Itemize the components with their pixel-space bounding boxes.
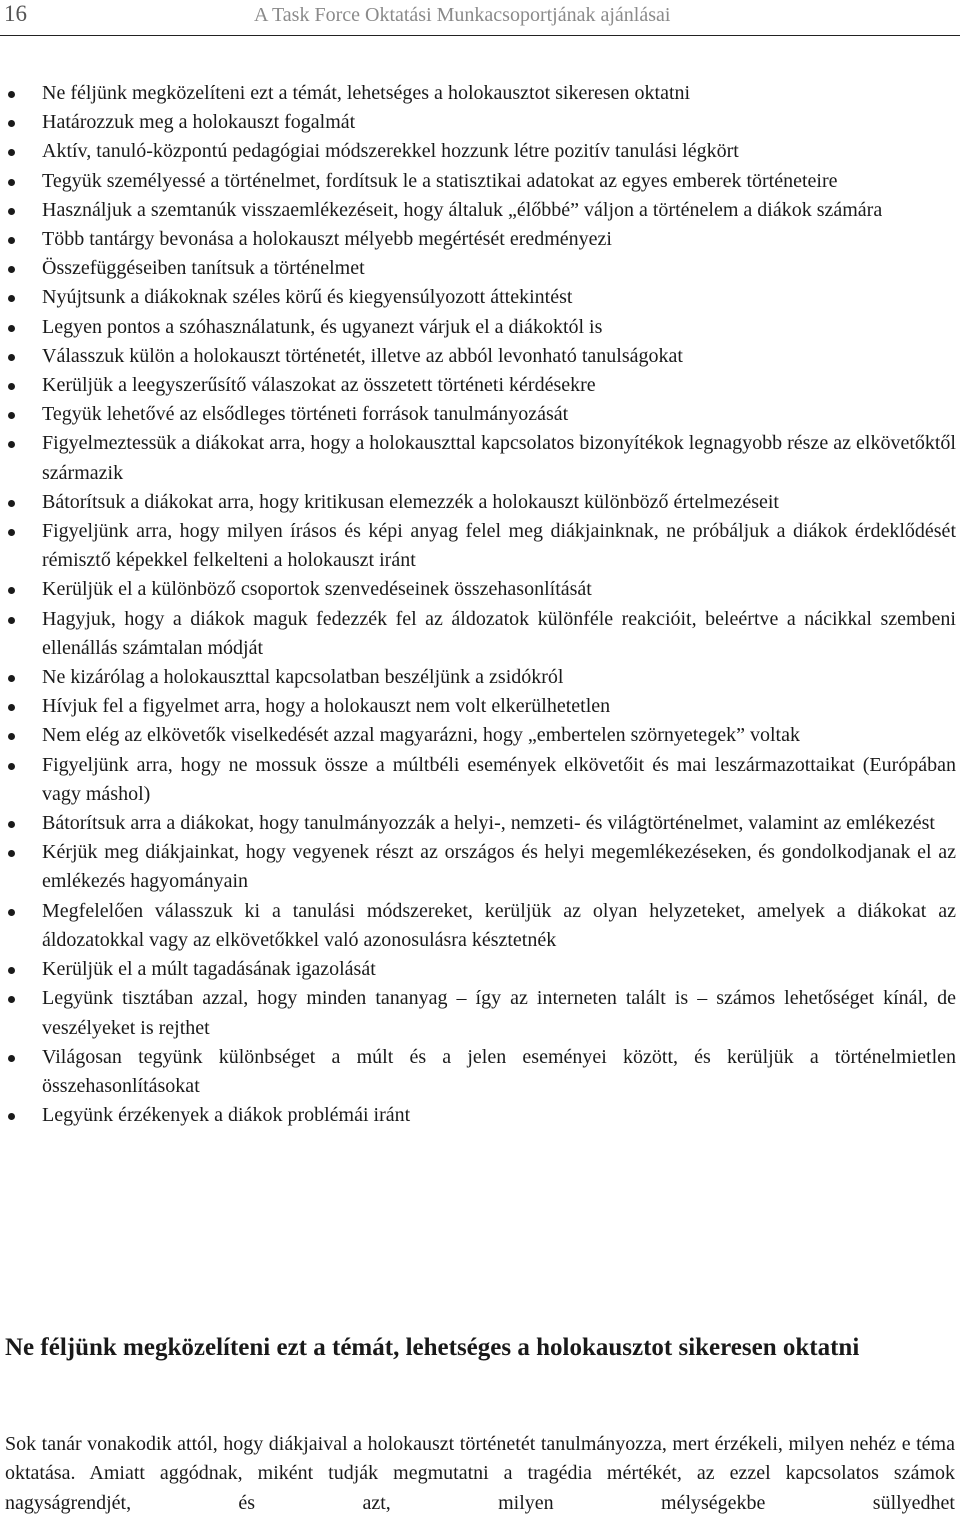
bullet-icon (8, 1113, 15, 1120)
bullet-icon (8, 1055, 15, 1062)
list-item-text: Ne féljünk megközelíteni ezt a témát, lehetséges a holokausztot sikeresen oktatni (42, 82, 691, 104)
list-item-text: Megfelelően válasszuk ki a tanulási módszereket, kerüljük az olyan helyzeteket, amelyek a diákokat az áldozatokkal vagy az elkövetőkkel való azonosulásra késztetnék (42, 899, 956, 951)
list-item-text: Hívjuk fel a figyelmet arra, hogy a holokauszt nem volt elkerülhetetlen (42, 695, 611, 718)
bullet-icon (8, 529, 15, 536)
list-item (0, 809, 960, 838)
list-item-text: Figyeljünk arra, hogy milyen írásos és képi anyag felel meg diákjainknak, ne próbáljuk a diákok érdeklődését rémisztő képekkel felkelteni a holokauszt iránt (42, 520, 956, 572)
list-item (0, 79, 960, 108)
bullet-icon (8, 704, 15, 711)
list-item (0, 692, 960, 721)
list-item-text: Hagyjuk, hogy a diákok maguk fedezzék fel az áldozatok különféle reakcióit, beleértve a nácikkal szembeni ellenállás számtalan módját (42, 607, 956, 659)
list-item-text: Használjuk a szemtanúk visszaemlékezéseit, hogy általuk „élőbbé” váljon a történelem a diákok számára (42, 198, 883, 221)
list-item-text: Kerüljük a leegyszerűsítő válaszokat az összetett történeti kérdésekre (42, 374, 596, 397)
running-title: A Task Force Oktatási Munkacsoportjának ajánlásai (254, 4, 671, 26)
list-item-text: Összefüggéseiben tanítsuk a történelmet (42, 257, 365, 280)
list-item (0, 488, 960, 517)
bullet-icon (8, 149, 15, 156)
list-item-text: Bátorítsuk a diákokat arra, hogy kritikusan elemezzék a holokauszt különböző értelmezéseit (42, 490, 779, 513)
list-item-text: Nem elég az elkövetők viselkedését azzal magyarázni, hogy „embertelen szörnyetegek” voltak (42, 724, 800, 747)
bullet-icon (8, 354, 15, 361)
header-rule (0, 35, 960, 36)
list-item (0, 254, 960, 283)
bullet-icon (8, 909, 15, 916)
bullet-icon (8, 850, 15, 857)
bullet-icon (8, 325, 15, 332)
bullet-icon (8, 237, 15, 244)
bullet-icon (8, 295, 15, 302)
list-item-text: Legyünk érzékenyek a diákok problémái iránt (42, 1104, 411, 1127)
bullet-icon (8, 441, 15, 448)
page-header (0, 0, 960, 36)
list-item (0, 225, 960, 254)
bullet-icon (8, 675, 15, 682)
list-item (0, 955, 960, 984)
list-item-text: Kerüljük el a különböző csoportok szenvedéseinek összehasonlítását (42, 578, 592, 601)
list-item (0, 342, 960, 371)
list-item-text: Válasszuk külön a holokauszt történetét, illetve az abból levonható tanulságokat (42, 344, 683, 367)
list-item (0, 838, 960, 896)
list-item-text: Figyeljünk arra, hogy ne mossuk össze a múltbéli események elkövetőit és mai leszármazottaikat (Európában vagy máshol) (42, 753, 956, 805)
list-item (0, 196, 960, 225)
bullet-icon (8, 587, 15, 594)
list-item-text: Figyelmeztessük a diákokat arra, hogy a holokauszttal kapcsolatos bizonyítékok legnagyobb része az elkövetőktől származik (42, 432, 956, 484)
list-item-text: Aktív, tanuló-központú pedagógiai módszerekkel hozzunk létre pozitív tanulási légkört (42, 140, 739, 163)
page-number: 16 (4, 1, 27, 26)
list-item (0, 137, 960, 166)
list-item (0, 663, 960, 692)
list-item (0, 400, 960, 429)
list-item-text: Nyújtsunk a diákoknak széles körű és kiegyensúlyozott áttekintést (42, 286, 573, 309)
bullet-icon (8, 266, 15, 273)
bullet-icon (8, 763, 15, 770)
list-item (0, 897, 960, 955)
bullet-icon (8, 996, 15, 1003)
section-heading: Ne féljünk megközelíteni ezt a témát, lehetséges a holokausztot sikeresen oktatni (5, 1334, 860, 1361)
list-item (0, 721, 960, 750)
list-item (0, 283, 960, 312)
list-item-text: Több tantárgy bevonása a holokauszt mélyebb megértését eredményezi (42, 228, 612, 251)
bullet-icon (8, 500, 15, 507)
list-item (0, 575, 960, 604)
bullet-icon (8, 383, 15, 390)
bullet-icon (8, 120, 15, 127)
bullet-icon (8, 617, 15, 624)
list-item-text: Ne kizárólag a holokauszttal kapcsolatban beszéljünk a zsidókról (42, 666, 564, 689)
list-item-text: Legyünk tisztában azzal, hogy minden tananyag – így az interneten talált is – számos lehetőséget kínál, de veszélyeket is rejthet (42, 987, 956, 1039)
list-item (0, 1043, 960, 1101)
list-item (0, 605, 960, 663)
bullet-icon (8, 821, 15, 828)
list-item (0, 517, 960, 575)
list-item-text: Világosan tegyünk különbséget a múlt és a jelen eseményei között, és kerüljük a történelmietlen összehasonlításokat (42, 1045, 956, 1097)
list-item-text: Tegyük lehetővé az elsődleges történeti források tanulmányozását (42, 403, 569, 426)
list-item-text: Tegyük személyessé a történelmet, fordítsuk le a statisztikai adatokat az egyes emberek történeteire (42, 169, 838, 192)
list-item (0, 371, 960, 400)
list-item-text: Bátorítsuk arra a diákokat, hogy tanulmányozzák a helyi-, nemzeti- és világtörténelmet, valamint az emlékezést (42, 812, 935, 835)
list-item (0, 751, 960, 809)
recommendations-list (0, 79, 960, 1130)
bullet-icon (8, 412, 15, 419)
bullet-icon (8, 179, 15, 186)
bullet-icon (8, 733, 15, 740)
list-item-text: Kerüljük el a múlt tagadásának igazolását (42, 958, 376, 981)
list-item (0, 108, 960, 137)
list-item (0, 1101, 960, 1130)
list-item (0, 167, 960, 196)
list-item (0, 313, 960, 342)
list-item (0, 429, 960, 487)
list-item-text: Legyen pontos a szóhasználatunk, és ugyanezt várjuk el a diákoktól is (42, 315, 603, 338)
bullet-icon (8, 91, 15, 98)
body-paragraph: Sok tanár vonakodik attól, hogy diákjaival a holokauszt történetét tanulmányozza, mert érzékeli, milyen nehéz e téma oktatása. Amiatt aggódnak, miként tudják megmutatni a tragédia mértékét, az ezzel kapcsolatos számok nagyságrendjét, és azt, milyen mélységekbe süllyedhet (5, 1433, 955, 1514)
list-item-text: Határozzuk meg a holokauszt fogalmát (42, 111, 356, 134)
bullet-icon (8, 208, 15, 215)
list-item-text: Kérjük meg diákjainkat, hogy vegyenek részt az országos és helyi megemlékezéseken, és gondolkodjanak el az emlékezés hagyományain (42, 841, 956, 893)
bullet-icon (8, 967, 15, 974)
list-item (0, 984, 960, 1042)
